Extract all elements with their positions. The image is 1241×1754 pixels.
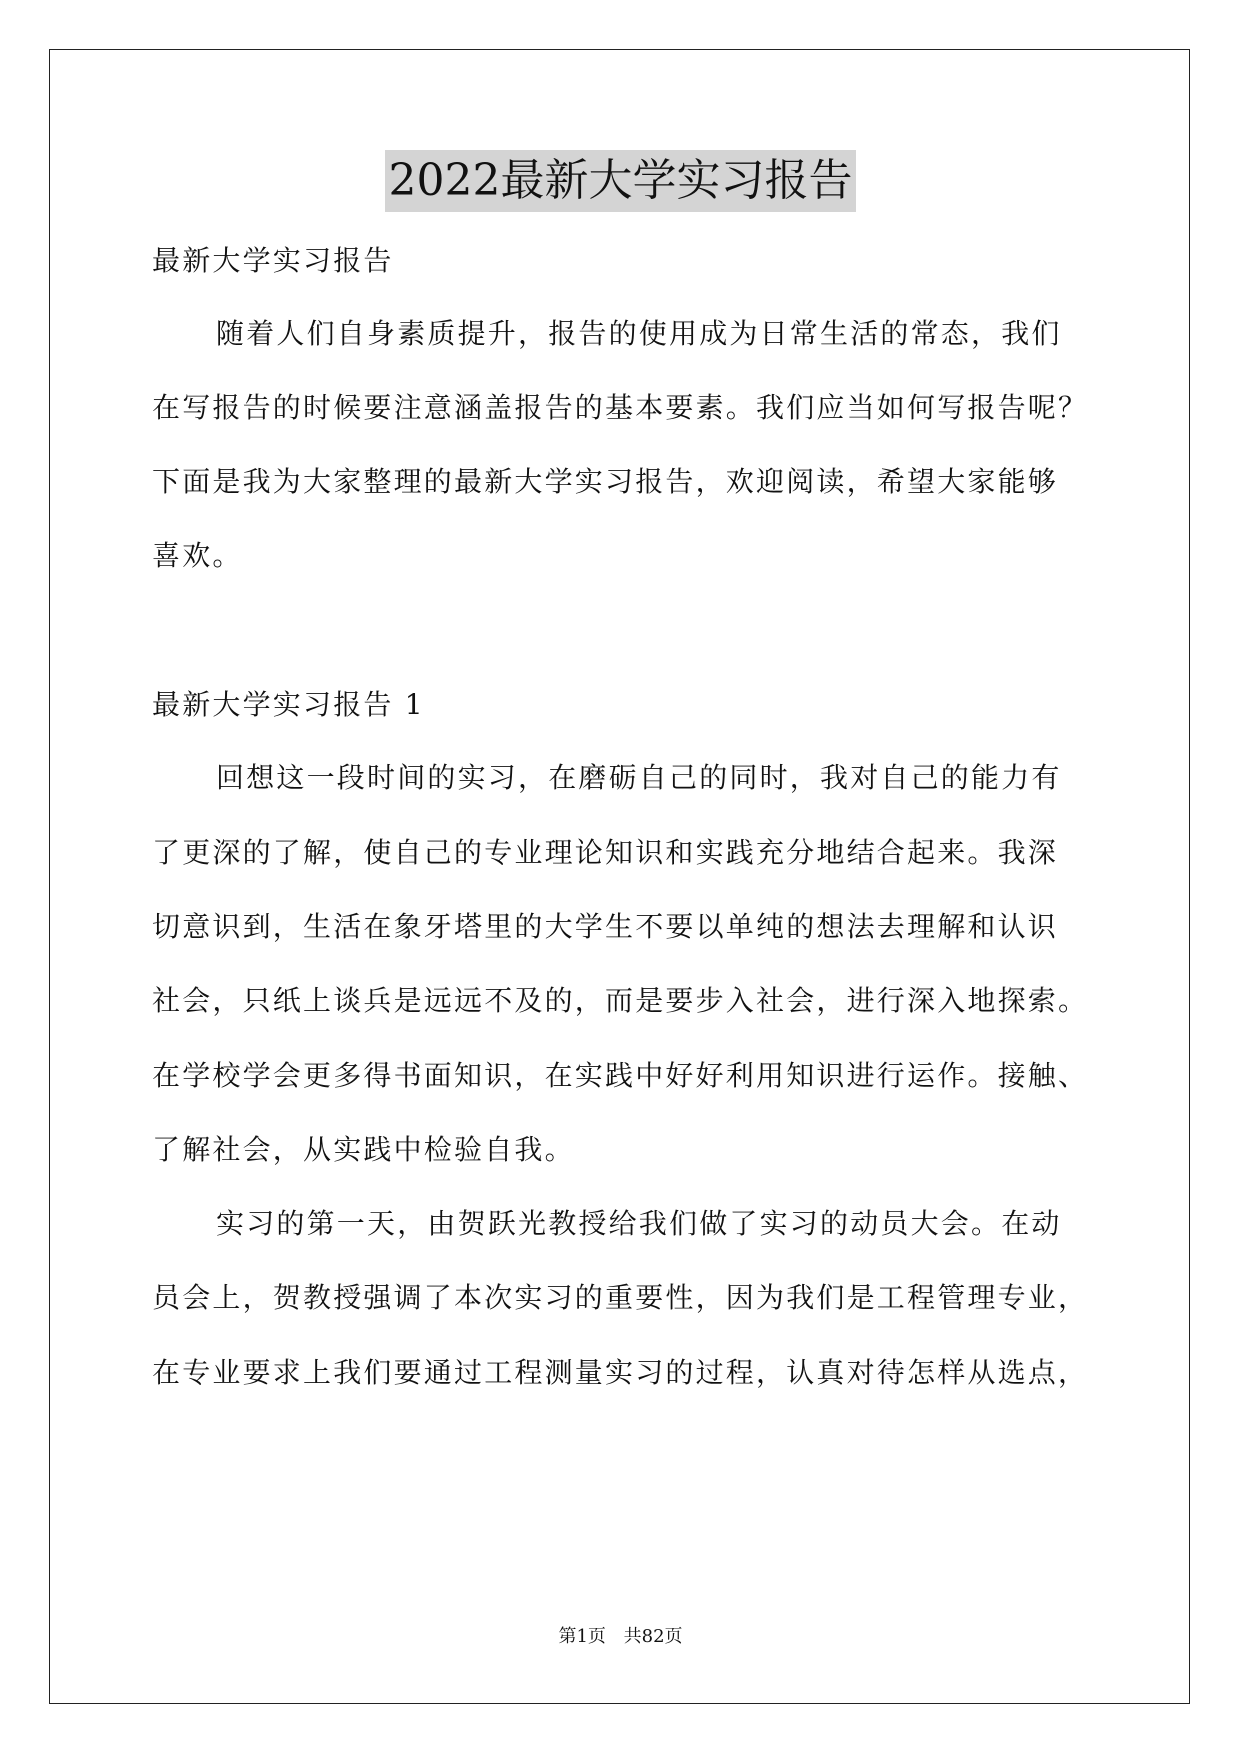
intro-line: 随着人们自身素质提升，报告的使用成为日常生活的常态，我们	[216, 317, 1062, 350]
paragraph-line: 回想这一段时间的实习，在磨砺自己的同时，我对自己的能力有	[216, 761, 1062, 794]
section-heading: 最新大学实习报告 1	[152, 688, 425, 721]
paragraph-line: 了解社会，从实践中检验自我。	[152, 1133, 575, 1166]
paragraph-line: 在专业要求上我们要通过工程测量实习的过程，认真对待怎样从选点，	[152, 1356, 1089, 1389]
paragraph-line: 切意识到，生活在象牙塔里的大学生不要以单纯的想法去理解和认识	[152, 910, 1059, 943]
paragraph-line: 社会，只纸上谈兵是远远不及的，而是要步入社会，进行深入地探索。	[152, 984, 1089, 1017]
paragraph-line: 在学校学会更多得书面知识，在实践中好好利用知识进行运作。接触、	[152, 1059, 1089, 1092]
page-total: 共82页	[623, 1626, 683, 1647]
intro-line: 在写报告的时候要注意涵盖报告的基本要素。我们应当如何写报告呢？	[152, 391, 1089, 424]
page-number: 第1页	[558, 1626, 606, 1647]
paragraph-line: 了更深的了解，使自己的专业理论知识和实践充分地结合起来。我深	[152, 836, 1059, 869]
subtitle: 最新大学实习报告	[152, 244, 394, 277]
title-container	[0, 150, 1241, 212]
page-footer	[0, 1625, 1241, 1649]
paragraph-line: 实习的第一天，由贺跃光教授给我们做了实习的动员大会。在动	[216, 1207, 1062, 1240]
document-title: 2022最新大学实习报告	[385, 150, 857, 212]
intro-line: 下面是我为大家整理的最新大学实习报告，欢迎阅读，希望大家能够	[152, 465, 1059, 498]
paragraph-line: 员会上，贺教授强调了本次实习的重要性，因为我们是工程管理专业，	[152, 1281, 1089, 1314]
intro-line: 喜欢。	[152, 539, 243, 572]
page-border	[49, 49, 1190, 1704]
